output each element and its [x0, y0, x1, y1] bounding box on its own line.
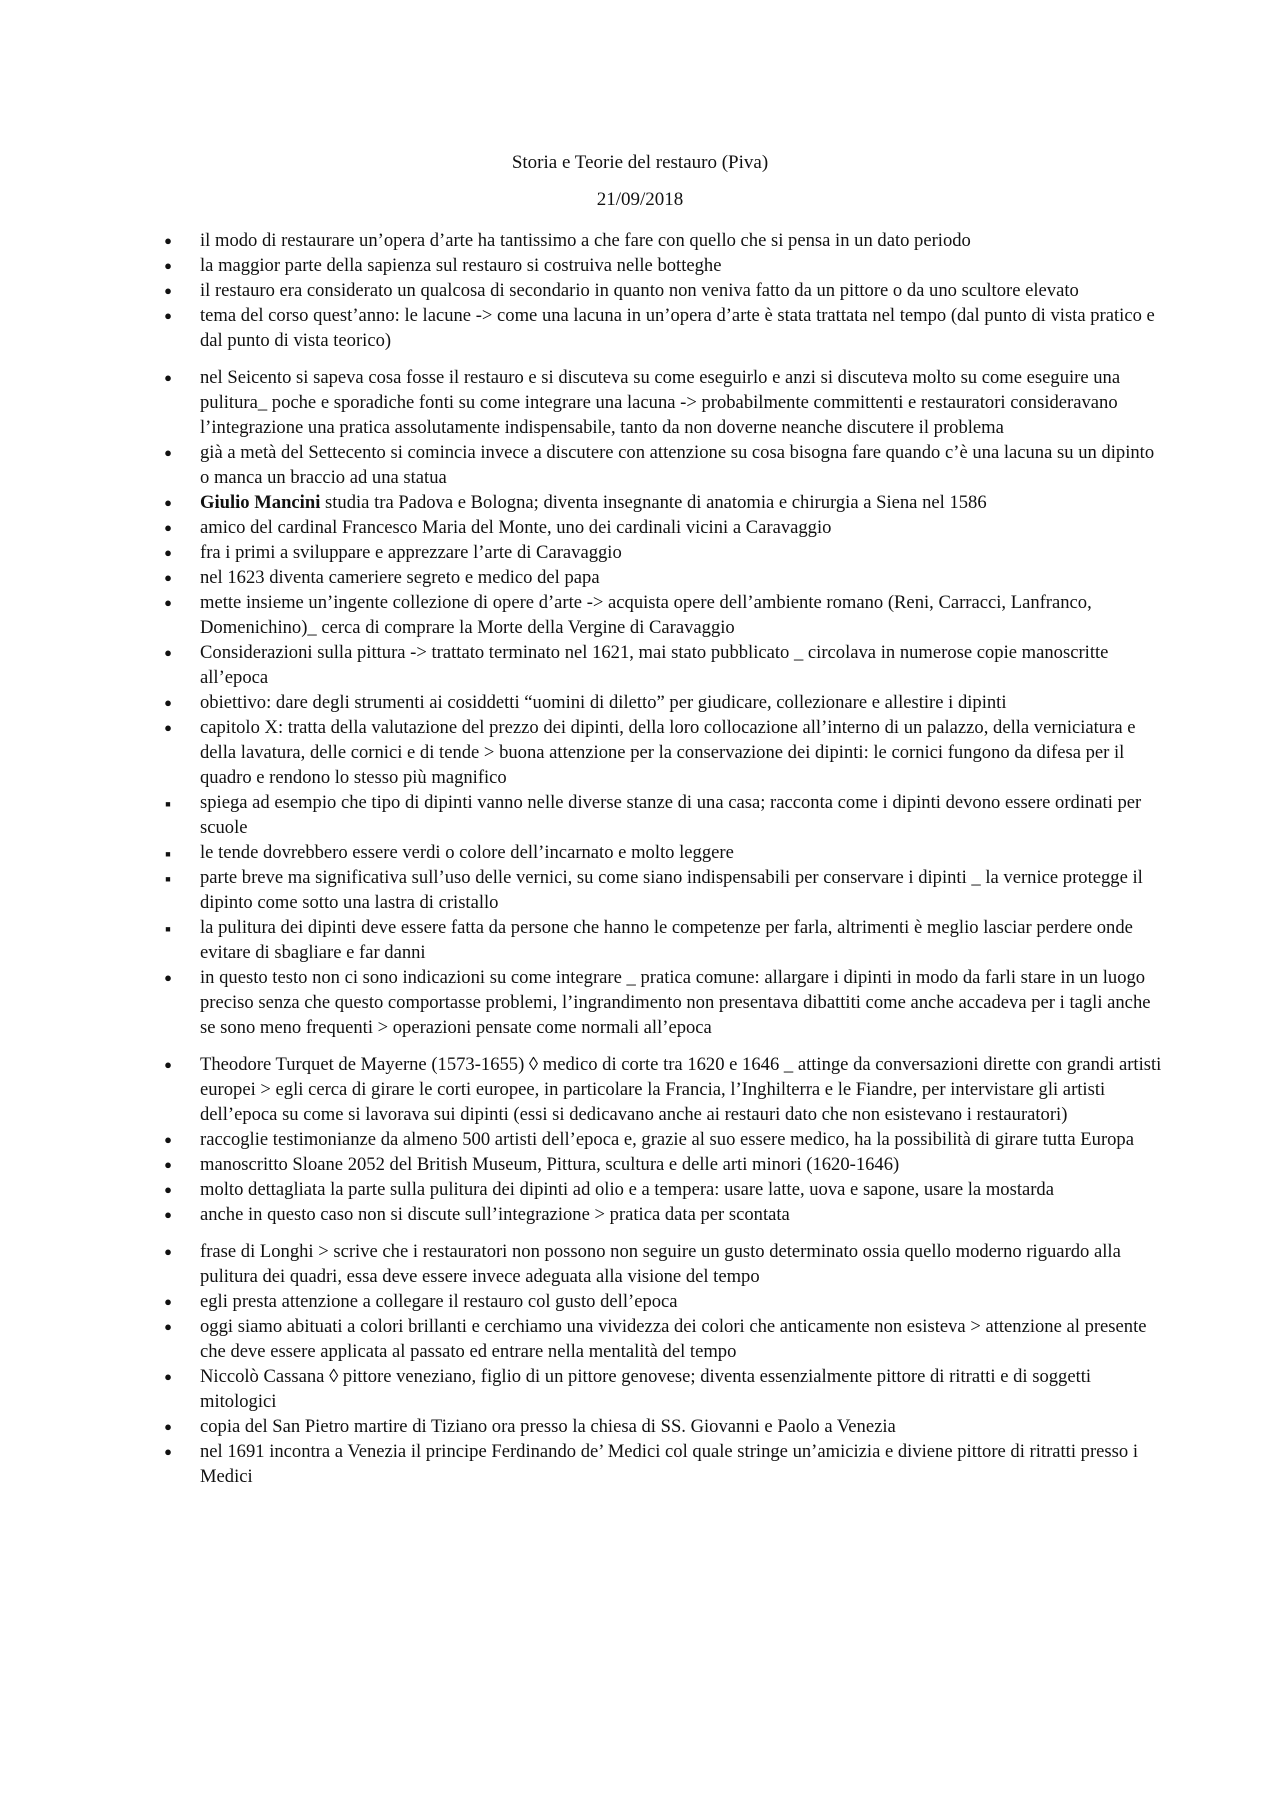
bullet-icon [162, 1202, 174, 1227]
bullet-icon [162, 1052, 174, 1077]
bullet-icon [162, 565, 174, 590]
bullet-icon [162, 515, 174, 540]
list-item: ● Theodore Turquet de Mayerne (1573-1655) ◊ medico di corte tra 1620 e 1646 _ attinge da conversazioni dirette con grandi artisti europei > egli cerca di girare le corti europee, in particolare la Francia, l’Inghilterra e le Fiandre, per intervistare gli artisti dell’epoca su come si lavorava sui dipinti (essi si dedicavano anche ai restauri dato che non esistevano i restauratori) [200, 1052, 1166, 1127]
list-item: ● fra i primi a sviluppare e apprezzare l’arte di Caravaggio [200, 540, 1166, 565]
list-item: ● Giulio Mancini studia tra Padova e Bologna; diventa insegnante di anatomia e chirurgia a Siena nel 1586 [200, 490, 1166, 515]
square-bullet-icon [162, 840, 174, 867]
list-item: ● nel Seicento si sapeva cosa fosse il restauro e si discuteva su come eseguirlo e anzi si discuteva molto su come eseguire una pulitura_ poche e sporadiche fonti su come integrare una lacuna -> probabilmente committenti e restauratori consideravano l’integrazione una pratica assolutamente indispensabile, tanto da non doverne neanche discutere il problema [200, 365, 1166, 440]
bullet-icon [162, 715, 174, 740]
bullet-icon [162, 440, 174, 465]
list-item: ● anche in questo caso non si discute sull’integrazione > pratica data per scontata [200, 1202, 1166, 1227]
list-item: ● obiettivo: dare degli strumenti ai cosiddetti “uomini di diletto” per giudicare, collezionare e allestire i dipinti [200, 690, 1166, 715]
bullet-icon [162, 1439, 174, 1464]
list-item: ● in questo testo non ci sono indicazioni su come integrare _ pratica comune: allargare i dipinti in modo da farli stare in un luogo preciso senza che questo comportasse problemi, l’ingrandimento non presentava dibattiti come anche accadeva per i tagli anche se sono meno frequenti > operazioni pensate come normali all’epoca [200, 965, 1166, 1040]
bullet-icon [162, 278, 174, 303]
list-item: ■ le tende dovrebbero essere verdi o colore dell’incarnato e molto leggere [200, 840, 1166, 865]
list-item: ● il modo di restaurare un’opera d’arte ha tantissimo a che fare con quello che si pensa in un dato periodo [200, 228, 1166, 253]
bullet-icon [162, 1364, 174, 1389]
list-item: ● il restauro era considerato un qualcosa di secondario in quanto non veniva fatto da un pittore o da uno scultore elevato [200, 278, 1166, 303]
list-item: ● manoscritto Sloane 2052 del British Museum, Pittura, scultura e delle arti minori (1620-1646) [200, 1152, 1166, 1177]
page-title: Storia e Teorie del restauro (Piva) [511, 152, 769, 173]
bullet-icon [162, 303, 174, 328]
list-item: ● nel 1623 diventa cameriere segreto e medico del papa [200, 565, 1166, 590]
list-item: ● copia del San Pietro martire di Tiziano ora presso la chiesa di SS. Giovanni e Paolo a Venezia [200, 1414, 1166, 1439]
list-item: ● la maggior parte della sapienza sul restauro si costruiva nelle botteghe [200, 253, 1166, 278]
bullet-icon [162, 490, 174, 515]
bullet-icon [162, 540, 174, 565]
bullet-icon [162, 690, 174, 715]
list-item: ■ parte breve ma significativa sull’uso delle vernici, su come siano indispensabili per conservare i dipinti _ la vernice protegge il dipinto come sotto una lastra di cristallo [200, 865, 1166, 915]
bullet-icon [162, 1177, 174, 1202]
list-item: ● Niccolò Cassana ◊ pittore veneziano, figlio di un pittore genovese; diventa essenzialmente pittore di ritratti e di soggetti mitologici [200, 1364, 1166, 1414]
list-item: ● frase di Longhi > scrive che i restauratori non possono non seguire un gusto determinato ossia quello moderno riguardo alla pulitura dei quadri, essa deve essere invece adeguata alla visione del tempo [200, 1239, 1166, 1289]
bullet-icon [162, 1414, 174, 1439]
bullet-icon [162, 1314, 174, 1339]
list-item: ● molto dettagliata la parte sulla pulitura dei dipinti ad olio e a tempera: usare latte, uova e sapone, usare la mostarda [200, 1177, 1166, 1202]
page-date: 21/09/2018 [596, 189, 684, 210]
bullet-icon [162, 1289, 174, 1314]
square-bullet-icon [162, 915, 174, 942]
list-item: ● nel 1691 incontra a Venezia il principe Ferdinando de’ Medici col quale stringe un’amicizia e diviene pittore di ritratti presso i Medici [200, 1439, 1166, 1489]
list-item: ● Considerazioni sulla pittura -> trattato terminato nel 1621, mai stato pubblicato _ circolava in numerose copie manoscritte all’epoca [200, 640, 1166, 690]
bullet-icon [162, 365, 174, 390]
list-item: ● raccoglie testimonianze da almeno 500 artisti dell’epoca e, grazie al suo essere medico, ha la possibilità di girare tutta Europa [200, 1127, 1166, 1152]
list-item: ● già a metà del Settecento si comincia invece a discutere con attenzione su cosa bisogna fare quando c’è una lacuna su un dipinto o manca un braccio ad una statua [200, 440, 1166, 490]
list-item: ● tema del corso quest’anno: le lacune -> come una lacuna in un’opera d’arte è stata trattata nel tempo (dal punto di vista pratico e dal punto di vista teorico) [200, 303, 1166, 353]
bullet-icon [162, 590, 174, 615]
notes-list [200, 228, 1166, 1489]
bullet-icon [162, 253, 174, 278]
bullet-icon [162, 640, 174, 665]
person-name: Giulio Mancini [200, 492, 321, 513]
bullet-icon [162, 1239, 174, 1264]
square-bullet-icon [162, 865, 174, 892]
list-item: ● amico del cardinal Francesco Maria del Monte, uno dei cardinali vicini a Caravaggio [200, 515, 1166, 540]
square-bullet-icon [162, 790, 174, 817]
bullet-icon [162, 1127, 174, 1152]
list-item: ■ spiega ad esempio che tipo di dipinti vanno nelle diverse stanze di una casa; racconta come i dipinti devono essere ordinati per scuole [200, 790, 1166, 840]
bullet-icon [162, 228, 174, 253]
list-item: ● egli presta attenzione a collegare il restauro col gusto dell’epoca [200, 1289, 1166, 1314]
bullet-icon [162, 965, 174, 990]
bullet-icon [162, 1152, 174, 1177]
list-item: ■ la pulitura dei dipinti deve essere fatta da persone che hanno le competenze per farla, altrimenti è meglio lasciar perdere onde evitare di sbagliare e far danni [200, 915, 1166, 965]
list-item: ● oggi siamo abituati a colori brillanti e cerchiamo una vividezza dei colori che anticamente non esisteva > attenzione al presente che deve essere applicata al passato ed entrare nella mentalità del tempo [200, 1314, 1166, 1364]
list-item: ● mette insieme un’ingente collezione di opere d’arte -> acquista opere dell’ambiente romano (Reni, Carracci, Lanfranco, Domenichino)_ cerca di comprare la Morte della Vergine di Caravaggio [200, 590, 1166, 640]
list-item: ● capitolo X: tratta della valutazione del prezzo dei dipinti, della loro collocazione all’interno di un palazzo, della verniciatura e della lavatura, delle cornici e di tende > buona attenzione per la conservazione dei dipinti: le cornici fungono da difesa per il quadro e rendono lo stesso più magnifico [200, 715, 1166, 790]
